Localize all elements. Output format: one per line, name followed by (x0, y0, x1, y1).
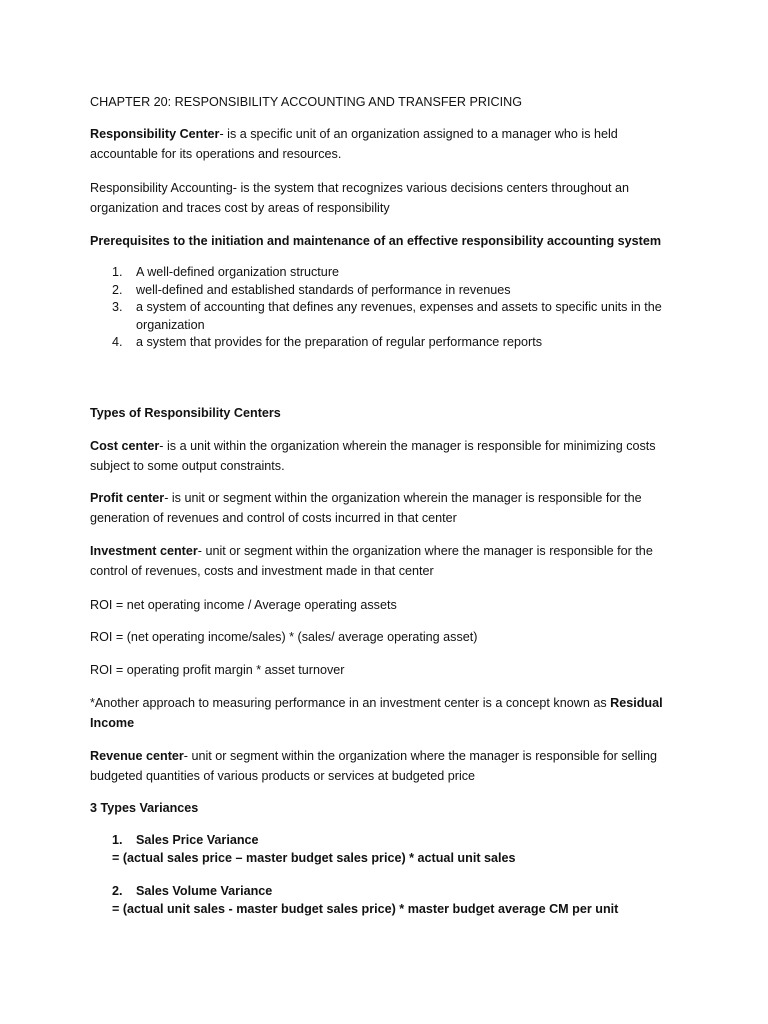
responsibility-center-definition: - is a specific unit of an organization assigned to a manager who is held accountable for its operations and resources. (90, 127, 618, 161)
variance-title: 2. Sales Volume Variance (112, 884, 273, 898)
prerequisite-item: 3. a system of accounting that defines any revenues, expenses and assets to specific units in the organization (112, 300, 662, 332)
investment-center-term: Investment center (90, 544, 198, 558)
variance-item (90, 883, 690, 918)
revenue-center-paragraph (90, 746, 680, 786)
roi-formula: ROI = operating profit margin * asset turnover (90, 663, 345, 677)
responsibility-center-paragraph (90, 124, 680, 164)
investment-center-paragraph (90, 541, 680, 581)
responsibility-accounting-paragraph: Responsibility Accounting- is the system that recognizes various decisions centers throughout an organization and traces cost by areas of responsibility (90, 181, 630, 215)
roi-formula: ROI = (net operating income/sales) * (sales/ average operating asset) (90, 630, 478, 644)
revenue-center-definition: - unit or segment within the organization where the manager is responsible for selling budgeted quantities of various products or services at budgeted price (90, 749, 658, 783)
variance-formula: = (actual unit sales - master budget sales price) * master budget average CM per unit (112, 901, 619, 916)
variance-formula: = (actual sales price – master budget sales price) * actual unit sales (112, 850, 516, 865)
prerequisite-item: 2. well-defined and established standards of performance in revenues (112, 282, 511, 297)
prerequisite-item: 1. A well-defined organization structure (112, 265, 340, 279)
roi-formula: ROI = net operating income / Average operating assets (90, 598, 397, 612)
revenue-center-term: Revenue center (90, 749, 184, 763)
responsibility-center-term: Responsibility Center (90, 127, 220, 141)
cost-center-term: Cost center (90, 439, 160, 453)
residual-income-paragraph (90, 693, 680, 733)
types-heading: Types of Responsibility Centers (90, 406, 281, 420)
residual-income-term: Residual Income (90, 696, 663, 730)
prerequisites-heading: Prerequisites to the initiation and maintenance of an effective responsibility accounting system (90, 234, 662, 248)
profit-center-paragraph (90, 488, 680, 528)
variance-item (90, 832, 690, 867)
variances-heading: 3 Types Variances (90, 801, 199, 815)
chapter-title: CHAPTER 20: RESPONSIBILITY ACCOUNTING AND TRANSFER PRICING (90, 95, 523, 109)
residual-income-text: *Another approach to measuring performance in an investment center is a concept known as (90, 696, 611, 710)
investment-center-definition: - unit or segment within the organization where the manager is responsible for the control of revenues, costs and investment made in that center (90, 544, 653, 578)
variance-title: 1. Sales Price Variance (112, 833, 259, 847)
prerequisites-list (90, 264, 680, 352)
cost-center-paragraph (90, 436, 680, 476)
prerequisite-item: 4. a system that provides for the preparation of regular performance reports (112, 335, 543, 349)
cost-center-definition: - is a unit within the organization wherein the manager is responsible for minimizing costs subject to some output constraints. (90, 439, 656, 473)
profit-center-term: Profit center (90, 491, 165, 505)
profit-center-definition: - is unit or segment within the organization wherein the manager is responsible for the generation of revenues and control of costs incurred in that center (90, 491, 642, 525)
